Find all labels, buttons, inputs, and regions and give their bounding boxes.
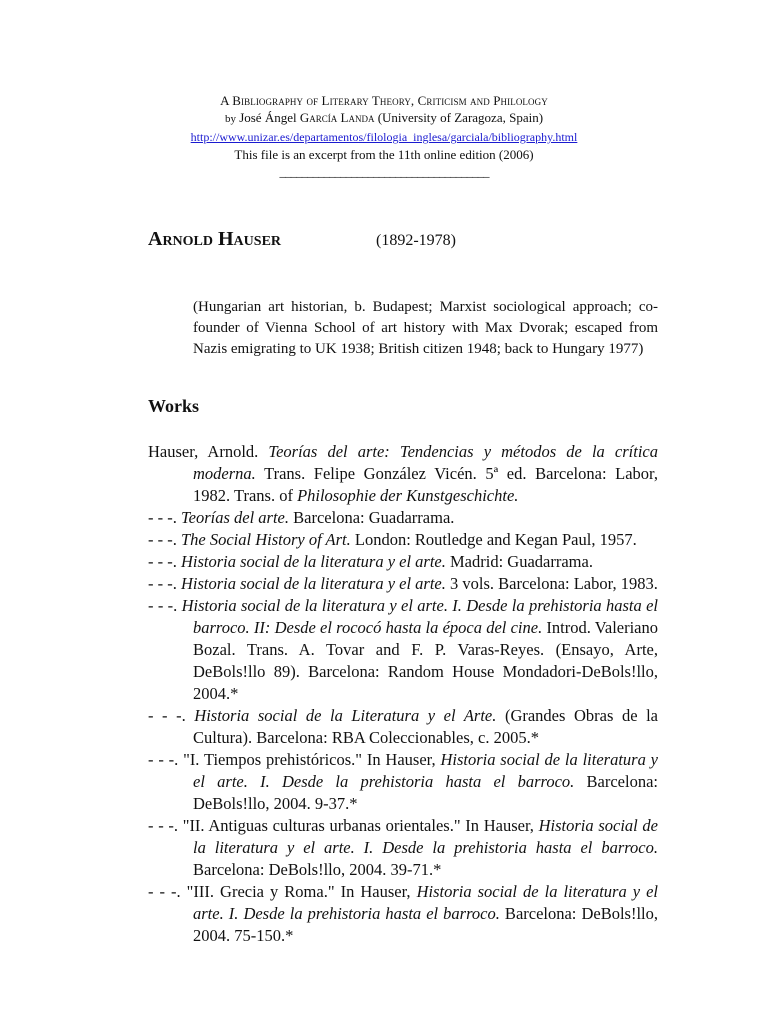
works-list: [148, 441, 658, 947]
entry-text: Barcelona: DeBols!llo, 2004. 9-37.*: [193, 772, 658, 813]
byline-first-name: José Ángel: [239, 110, 297, 125]
entry-italic-title: Historia social de la literatura y el arte. I. Desde la prehistoria hasta el barroco. II: Desde el rococó hasta la época del cine.: [181, 596, 658, 637]
header-rule: ______________________________________: [279, 164, 489, 179]
entry-italic-title: Teorías del arte.: [180, 508, 290, 527]
entry-text: - - -. "III. Grecia y Roma." In Hauser,: [148, 882, 417, 901]
entry-text: 3 vols. Barcelona: Labor, 1983.: [445, 574, 658, 593]
byline-by: by: [224, 113, 236, 125]
entry-text: Madrid: Guadarrama.: [445, 552, 593, 571]
byline: [0, 109, 768, 128]
entry-text: Introd. Valeriano Bozal. Trans. A. Tovar and F. P. Varas-Reyes. (Ensayo, Arte, DeBols!llo 89). Barcelona: Random House Mondadori-DeBols!llo, 2004.*: [193, 618, 659, 703]
bibliography-entry: [148, 595, 658, 705]
bibliography-entry: [148, 507, 658, 529]
author-heading: [148, 228, 456, 251]
entry-text: London: Routledge and Kegan Paul, 1957.: [350, 530, 637, 549]
bibliography-entry: [148, 881, 658, 947]
entry-italic-title: Historia social de la literatura y el arte.: [180, 574, 446, 593]
author-name: Arnold Hauser: [148, 228, 282, 250]
bibliography-entry: [148, 815, 658, 881]
byline-affiliation: (University of Zaragoza, Spain): [377, 110, 544, 125]
entry-text: (Grandes Obras de la Cultura). Barcelona: RBA Coleccionables, c. 2005.*: [193, 706, 658, 747]
bibliography-entry: [148, 749, 658, 815]
author-bio: (Hungarian art historian, b. Budapest; Marxist sociological approach; co-founder of Vienna School of art history with Max Dvorak; escaped from Nazis emigrating to UK 1938; British citizen 1948; back to Hungary 1977): [193, 299, 658, 357]
entry-text: - - -.: [148, 508, 181, 527]
url-line: [0, 128, 768, 146]
byline-last-name: García Landa: [299, 110, 375, 125]
entry-italic-title: The Social History of Art.: [180, 530, 351, 549]
bibliography-url-link[interactable]: http://www.unizar.es/departamentos/filologia_inglesa/garciala/bibliography.html: [190, 130, 578, 144]
bibliography-entry: [148, 529, 658, 551]
excerpt-note: This file is an excerpt from the 11th online edition (2006): [234, 147, 534, 162]
entry-text: - - -. "I. Tiempos prehistóricos." In Hauser,: [148, 750, 441, 769]
entry-text: - - -.: [148, 596, 182, 615]
entry-text: Hauser, Arnold.: [148, 442, 269, 461]
bibliography-entry: [148, 573, 658, 595]
entry-italic-title: Historia social de la Literatura y el Arte.: [194, 706, 497, 725]
entry-text: - - -.: [148, 530, 181, 549]
entry-italic-title: Philosophie der Kunstgeschichte.: [297, 486, 519, 505]
entry-italic-title: Historia social de la literatura y el arte. I. Desde la prehistoria hasta el barroco.: [193, 816, 659, 857]
entry-italic-title: Historia social de la literatura y el arte.: [180, 552, 446, 571]
entry-italic-title: Teorías del arte: Tendencias y métodos de la crítica moderna.: [193, 442, 658, 483]
author-dates: (1892-1978): [376, 232, 456, 249]
entry-italic-title: Historia social de la literatura y el arte. I. Desde la prehistoria hasta el barroco.: [193, 750, 658, 791]
entry-text: Trans. Felipe González Vicén. 5ª ed. Barcelona: Labor, 1982. Trans. of: [193, 464, 658, 505]
works-heading: Works: [148, 396, 200, 416]
bibliography-entry: [148, 705, 658, 749]
bibliography-entry: [148, 441, 658, 507]
entry-text: Barcelona: DeBols!llo, 2004. 75-150.*: [193, 904, 658, 945]
entry-text: - - -.: [148, 706, 195, 725]
entry-text: Barcelona: DeBols!llo, 2004. 39-71.*: [193, 860, 442, 879]
bibliography-title: A Bibliography of Literary Theory, Criticism and Philology: [220, 93, 548, 108]
document-header: [0, 92, 768, 180]
entry-text: - - -. "II. Antiguas culturas urbanas orientales." In Hauser,: [148, 816, 539, 835]
entry-text: Barcelona: Guadarrama.: [289, 508, 455, 527]
bibliography-entry: [148, 551, 658, 573]
entry-italic-title: Historia social de la literatura y el arte. I. Desde la prehistoria hasta el barroco.: [193, 882, 658, 923]
entry-text: - - -.: [148, 552, 181, 571]
entry-text: - - -.: [148, 574, 181, 593]
